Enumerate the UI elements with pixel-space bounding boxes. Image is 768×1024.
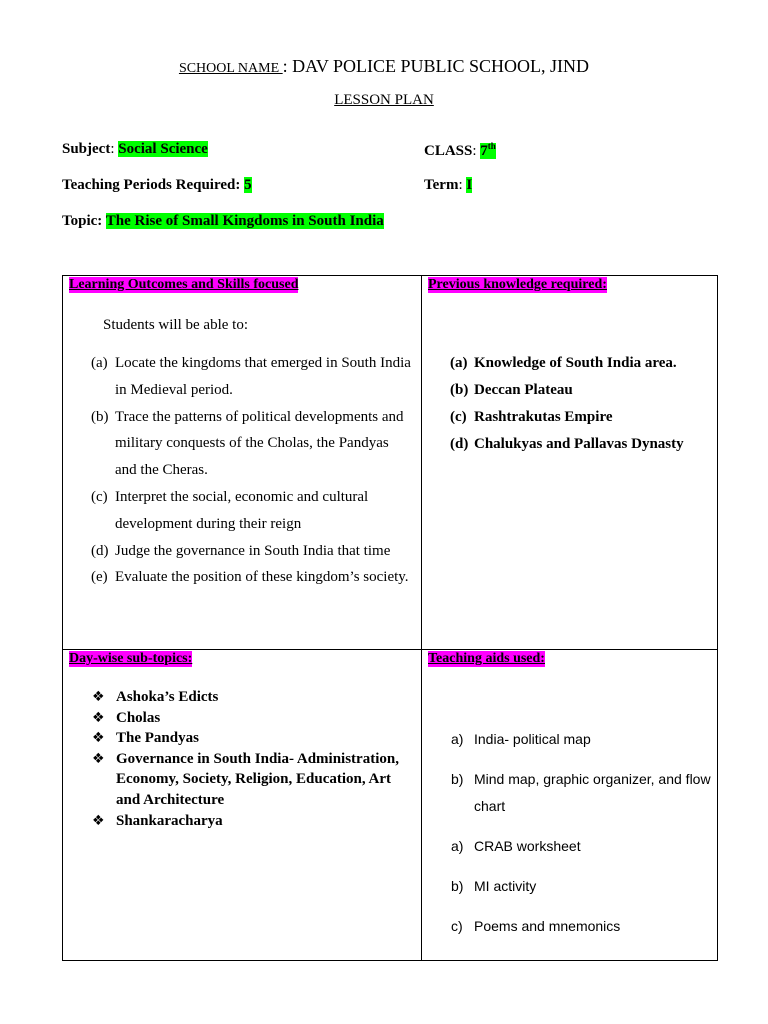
previous-marker: (c) (450, 409, 467, 425)
previous-knowledge-heading: Previous knowledge required: (428, 277, 607, 292)
subtopic-text: Cholas (116, 709, 161, 726)
outcome-text: Interpret the social, economic and cultural (115, 489, 369, 505)
subject-value: Social Science (118, 141, 208, 157)
outcome-marker: (b) (91, 408, 109, 425)
school-name: DAV POLICE PUBLIC SCHOOL, JIND (292, 56, 590, 76)
previous-text: Rashtrakutas Empire (474, 409, 613, 425)
school-name-line (0, 56, 768, 77)
aid-text: Mind map, graphic organizer, and flow (474, 771, 711, 787)
bullet-icon: ❖ (92, 812, 105, 829)
term-label: Term (424, 177, 459, 193)
bullet-icon: ❖ (92, 689, 105, 705)
outcomes-intro: Students will be able to: (103, 317, 248, 333)
aid-text: India- political map (474, 731, 591, 747)
subtopics-heading: Day-wise sub-topics: (69, 651, 193, 666)
document-title: LESSON PLAN (334, 92, 434, 108)
outcome-text: development during their reign (115, 515, 302, 532)
aid-text: CRAB worksheet (474, 838, 581, 854)
subtopics-cell (62, 649, 422, 961)
aid-marker: a) (451, 838, 464, 854)
subject-row: Subject: Social Science (62, 141, 208, 157)
subtopic-text: Ashoka’s Edicts (116, 689, 219, 705)
bullet-icon: ❖ (92, 730, 105, 747)
bullet-icon: ❖ (92, 709, 105, 726)
periods-label: Teaching Periods Required: (62, 177, 245, 193)
outcome-marker: (c) (91, 489, 108, 505)
subtopic-text: Governance in South India- Administration, (116, 750, 399, 767)
subtopic-text: Shankaracharya (116, 812, 223, 829)
subtopic-text: and Architecture (116, 791, 225, 808)
previous-text: Chalukyas and Pallavas Dynasty (474, 436, 684, 452)
previous-marker: (a) (450, 355, 468, 371)
previous-text: Knowledge of South India area. (474, 355, 677, 371)
teaching-aids-cell (421, 649, 718, 961)
class-row: CLASS: 7th (424, 141, 496, 159)
outcome-text: military conquests of the Cholas, the Pandyas (115, 435, 389, 452)
aid-text: MI activity (474, 878, 537, 894)
outcome-text: Trace the patterns of political developments and (115, 408, 404, 425)
teaching-aids-heading: Teaching aids used: (428, 651, 545, 666)
subject-label: Subject (62, 141, 111, 157)
outcome-text: Locate the kingdoms that emerged in South India (115, 355, 411, 371)
term-value: I (466, 177, 473, 193)
school-name-label: SCHOOL NAME (178, 61, 283, 76)
previous-marker: (b) (450, 382, 469, 398)
aid-marker: c) (451, 918, 463, 934)
outcome-text: in Medieval period. (115, 381, 233, 398)
outcome-marker: (a) (91, 355, 108, 371)
term-row: Term: I (424, 177, 473, 193)
previous-knowledge-cell (421, 275, 718, 650)
aid-marker: a) (451, 731, 464, 747)
previous-marker: (d) (450, 436, 469, 452)
aid-text: Poems and mnemonics (474, 918, 621, 934)
aid-marker: b) (451, 771, 464, 787)
subtopic-text: Economy, Society, Religion, Education, Art (116, 771, 392, 788)
class-label: CLASS (424, 143, 473, 159)
periods-value: 5 (244, 177, 252, 193)
topic-value: The Rise of Small Kingdoms in South India (105, 213, 384, 229)
aid-text: chart (474, 798, 506, 814)
previous-text: Deccan Plateau (474, 382, 573, 398)
learning-outcomes-cell (62, 275, 422, 650)
outcome-marker: (e) (91, 569, 108, 586)
outcome-text: Judge the governance in South India that time (115, 542, 391, 559)
outcome-marker: (d) (91, 542, 109, 559)
class-value: 7th (480, 141, 496, 159)
topic-label: Topic: (62, 213, 106, 229)
bullet-icon: ❖ (92, 750, 105, 767)
learning-outcomes-heading: Learning Outcomes and Skills focused (69, 277, 299, 292)
outcome-text: and the Cheras. (115, 462, 208, 479)
outcome-text: Evaluate the position of these kingdom’s society. (115, 569, 409, 586)
subtopic-text: The Pandyas (116, 730, 199, 747)
school-name-separator: : (282, 56, 293, 76)
periods-row (62, 177, 252, 194)
aid-marker: b) (451, 878, 464, 894)
topic-row (62, 213, 384, 230)
